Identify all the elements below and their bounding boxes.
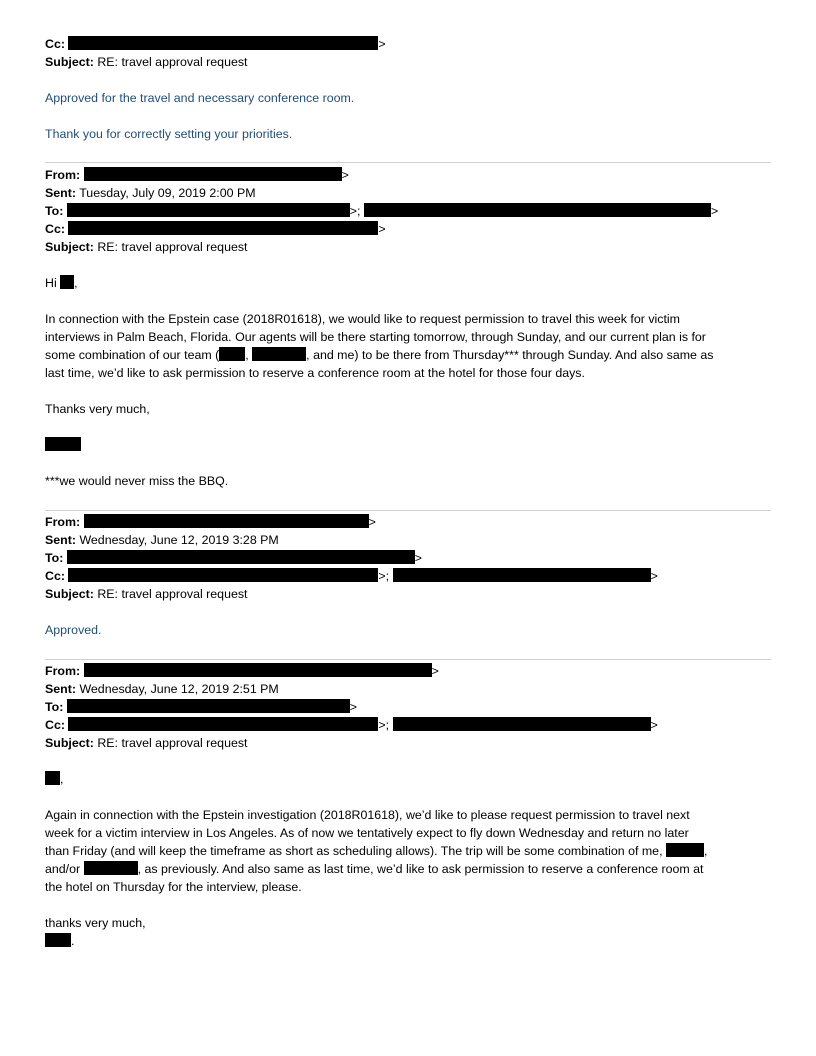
sent-line (45, 680, 279, 698)
subject-label: Subject: (45, 587, 94, 601)
redaction-block (219, 347, 245, 361)
to-label: To: (45, 204, 64, 218)
body-line: week for a victim interview in Los Angeles. As of now we tentatively expect to fly down Wednesday and return no later (45, 826, 689, 840)
redaction-block (84, 663, 432, 677)
angle-bracket: > (431, 664, 439, 678)
redaction-block (67, 550, 415, 564)
separator: >; (378, 718, 390, 732)
cc-label: Cc: (45, 37, 65, 51)
separator: >; (378, 569, 390, 583)
closing-line: Thanks very much, (45, 402, 150, 416)
body-line: interviews in Palm Beach, Florida. Our agents will be there starting tomorrow, through Sunday, and our current plan is for (45, 330, 706, 344)
comma: , (74, 276, 78, 290)
subject-text: RE: travel approval request (97, 240, 248, 254)
cc-label: Cc: (45, 718, 65, 732)
subject-line (45, 734, 247, 752)
redaction-block (84, 514, 369, 528)
redaction-block (67, 203, 350, 217)
redaction-block (45, 933, 71, 947)
body-line (45, 842, 707, 860)
comma: , (245, 348, 249, 362)
footnote-line: ***we would never miss the BBQ. (45, 474, 229, 488)
separator-rule (45, 510, 771, 511)
redaction-block (84, 861, 138, 875)
separator-rule (45, 659, 771, 660)
from-line (45, 662, 439, 680)
from-label: From: (45, 664, 81, 678)
redaction-block (252, 347, 306, 361)
redaction-block (45, 437, 81, 451)
to-line (45, 202, 718, 220)
cc-line (45, 716, 658, 734)
body-text: as previously. And also same as last time, we’d like to ask permission to reserve a conference room at (144, 862, 704, 876)
angle-bracket: > (710, 204, 719, 218)
subject-label: Subject: (45, 55, 94, 69)
angle-bracket: > (378, 222, 386, 236)
subject-label: Subject: (45, 736, 94, 750)
reply-line: Approved. (45, 623, 102, 637)
sent-date: Wednesday, June 12, 2019 2:51 PM (79, 682, 279, 696)
comma: , (137, 862, 142, 876)
subject-line (45, 53, 247, 71)
comma: , (703, 844, 708, 858)
sent-label: Sent: (45, 533, 76, 547)
subject-text: RE: travel approval request (97, 587, 248, 601)
redaction-block (364, 203, 711, 217)
body-text: than Friday (and will keep the timeframe as short as scheduling allows). The trip will be some combination of me, (45, 844, 663, 858)
greeting-line (45, 770, 63, 788)
closing-line: thanks very much, (45, 916, 146, 930)
to-line (45, 549, 422, 567)
sent-line (45, 531, 279, 549)
greeting-line (45, 274, 78, 292)
sent-label: Sent: (45, 682, 76, 696)
sent-line (45, 184, 256, 202)
body-text: and me) to be there from Thursday*** through Sunday. And also same as (313, 348, 714, 362)
body-line: Again in connection with the Epstein investigation (2018R01618), we’d like to please request permission to travel next (45, 808, 690, 822)
signature-line (45, 932, 74, 950)
period: . (71, 934, 75, 948)
reply-line: Approved for the travel and necessary conference room. (45, 91, 355, 105)
redaction-block (393, 717, 651, 731)
redaction-block (393, 568, 651, 582)
redaction-block (68, 221, 378, 235)
signature-line (45, 436, 81, 454)
to-label: To: (45, 551, 64, 565)
to-line (45, 698, 357, 716)
body-line (45, 346, 713, 364)
subject-text: RE: travel approval request (97, 55, 248, 69)
angle-bracket: > (650, 569, 658, 583)
angle-bracket: > (378, 37, 386, 51)
subject-line (45, 238, 247, 256)
from-line (45, 513, 376, 531)
angle-bracket: > (650, 718, 658, 732)
comma: , (306, 348, 310, 362)
body-line: In connection with the Epstein case (2018R01618), we would like to request permission to travel this week for victim (45, 312, 680, 326)
greeting: Hi (45, 276, 57, 290)
redaction-block (68, 568, 378, 582)
comma: , (60, 772, 64, 786)
redaction-block (45, 771, 60, 785)
subject-label: Subject: (45, 240, 94, 254)
from-label: From: (45, 168, 81, 182)
angle-bracket: > (368, 515, 376, 529)
body-line: last time, we’d like to ask permission to reserve a conference room at the hotel for those four days. (45, 366, 585, 380)
reply-line: Thank you for correctly setting your priorities. (45, 127, 293, 141)
redaction-block (666, 843, 704, 857)
separator: >; (349, 204, 361, 218)
angle-bracket: > (349, 700, 358, 714)
cc-label: Cc: (45, 222, 65, 236)
angle-bracket: > (341, 168, 349, 182)
redaction-block (68, 717, 378, 731)
cc-line (45, 567, 658, 585)
to-label: To: (45, 700, 64, 714)
cc-label: Cc: (45, 569, 65, 583)
redaction-block (84, 167, 342, 181)
separator-rule (45, 162, 771, 163)
redaction-block (60, 275, 74, 289)
sent-date: Wednesday, June 12, 2019 3:28 PM (79, 533, 279, 547)
cc-line (45, 35, 386, 53)
body-text: and/or (45, 862, 81, 876)
from-line (45, 166, 349, 184)
body-text: some combination of our team ( (45, 348, 220, 362)
angle-bracket: > (414, 551, 423, 565)
subject-line (45, 585, 247, 603)
subject-text: RE: travel approval request (97, 736, 248, 750)
body-line (45, 860, 703, 878)
sent-date: Tuesday, July 09, 2019 2:00 PM (79, 186, 256, 200)
sent-label: Sent: (45, 186, 76, 200)
body-line: the hotel on Thursday for the interview, please. (45, 880, 302, 894)
redaction-block (68, 36, 378, 50)
redaction-block (67, 699, 350, 713)
from-label: From: (45, 515, 81, 529)
cc-line (45, 220, 386, 238)
